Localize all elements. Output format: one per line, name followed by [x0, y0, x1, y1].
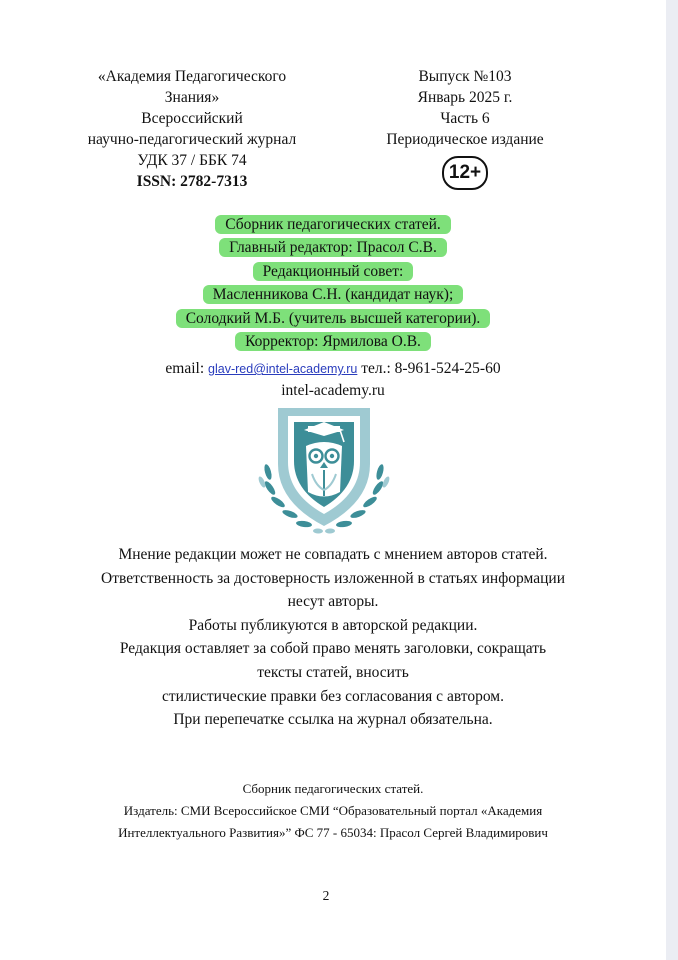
editorial-board [0, 213, 666, 353]
disclaimer-line: стилистические правки без согласования с автором. [162, 687, 504, 705]
contacts [0, 358, 666, 402]
journal-title-line-1: «Академия Педагогического [97, 68, 287, 85]
page-number: 2 [322, 888, 330, 903]
issue-part: Часть 6 [440, 110, 490, 127]
footer-line: Сборник педагогических статей. [242, 781, 424, 796]
phone: тел.: 8-961-524-25-60 [361, 360, 501, 377]
issn: ISSN: 2782-7313 [136, 173, 248, 190]
chief-editor: Главный редактор: Прасол С.В. [219, 238, 447, 257]
board-heading: Редакционный совет: [253, 262, 414, 281]
proofreader: Корректор: Ярмилова О.В. [235, 332, 431, 351]
owl-shield-laurel-logo-icon [258, 404, 390, 536]
publisher-footer [0, 778, 666, 844]
footer-line: Издатель: СМИ Всероссийское СМИ “Образовательный портал «Академия [123, 803, 543, 818]
journal-title-line-2: Знания» [164, 89, 220, 106]
age-rating-badge: 12+ [442, 156, 488, 190]
footer-line: Интеллектуального Развития»” ФС 77 - 65034: Прасол Сергей Владимирович [118, 825, 548, 840]
disclaimer-line: При перепечатке ссылка на журнал обязательна. [173, 711, 493, 729]
disclaimer-line: тексты статей, вносить [257, 663, 409, 681]
udk-bbk: УДК 37 / ББК 74 [137, 152, 247, 169]
disclaimer-line: Редакция оставляет за собой право менять заголовки, сокращать [119, 640, 547, 658]
board-member-2: Солодкий М.Б. (учитель высшей категории). [176, 309, 491, 328]
journal-type: научно-педагогический журнал [87, 131, 297, 148]
board-member-1: Масленникова С.Н. (кандидат наук); [203, 285, 464, 304]
scrollbar-track[interactable] [666, 0, 678, 960]
journal-scope: Всероссийский [141, 110, 243, 127]
disclaimer-line: несут авторы. [287, 593, 379, 611]
issue-number: Выпуск №103 [418, 68, 512, 85]
disclaimer [0, 543, 666, 732]
journal-info [58, 66, 326, 192]
email-link[interactable]: glav-red@intel-academy.ru [208, 362, 358, 376]
disclaimer-line: Работы публикуются в авторской редакции. [188, 616, 478, 634]
publication-type: Периодическое издание [386, 131, 544, 148]
disclaimer-line: Ответственность за достоверность изложенной в статьях информации [101, 569, 565, 587]
website: intel-academy.ru [281, 382, 385, 399]
issue-info [360, 66, 570, 190]
collection-title: Сборник педагогических статей. [215, 215, 451, 234]
issue-date: Январь 2025 г. [417, 89, 513, 106]
email-label: email: [165, 360, 205, 377]
disclaimer-line: Мнение редакции может не совпадать с мнением авторов статей. [118, 546, 548, 563]
